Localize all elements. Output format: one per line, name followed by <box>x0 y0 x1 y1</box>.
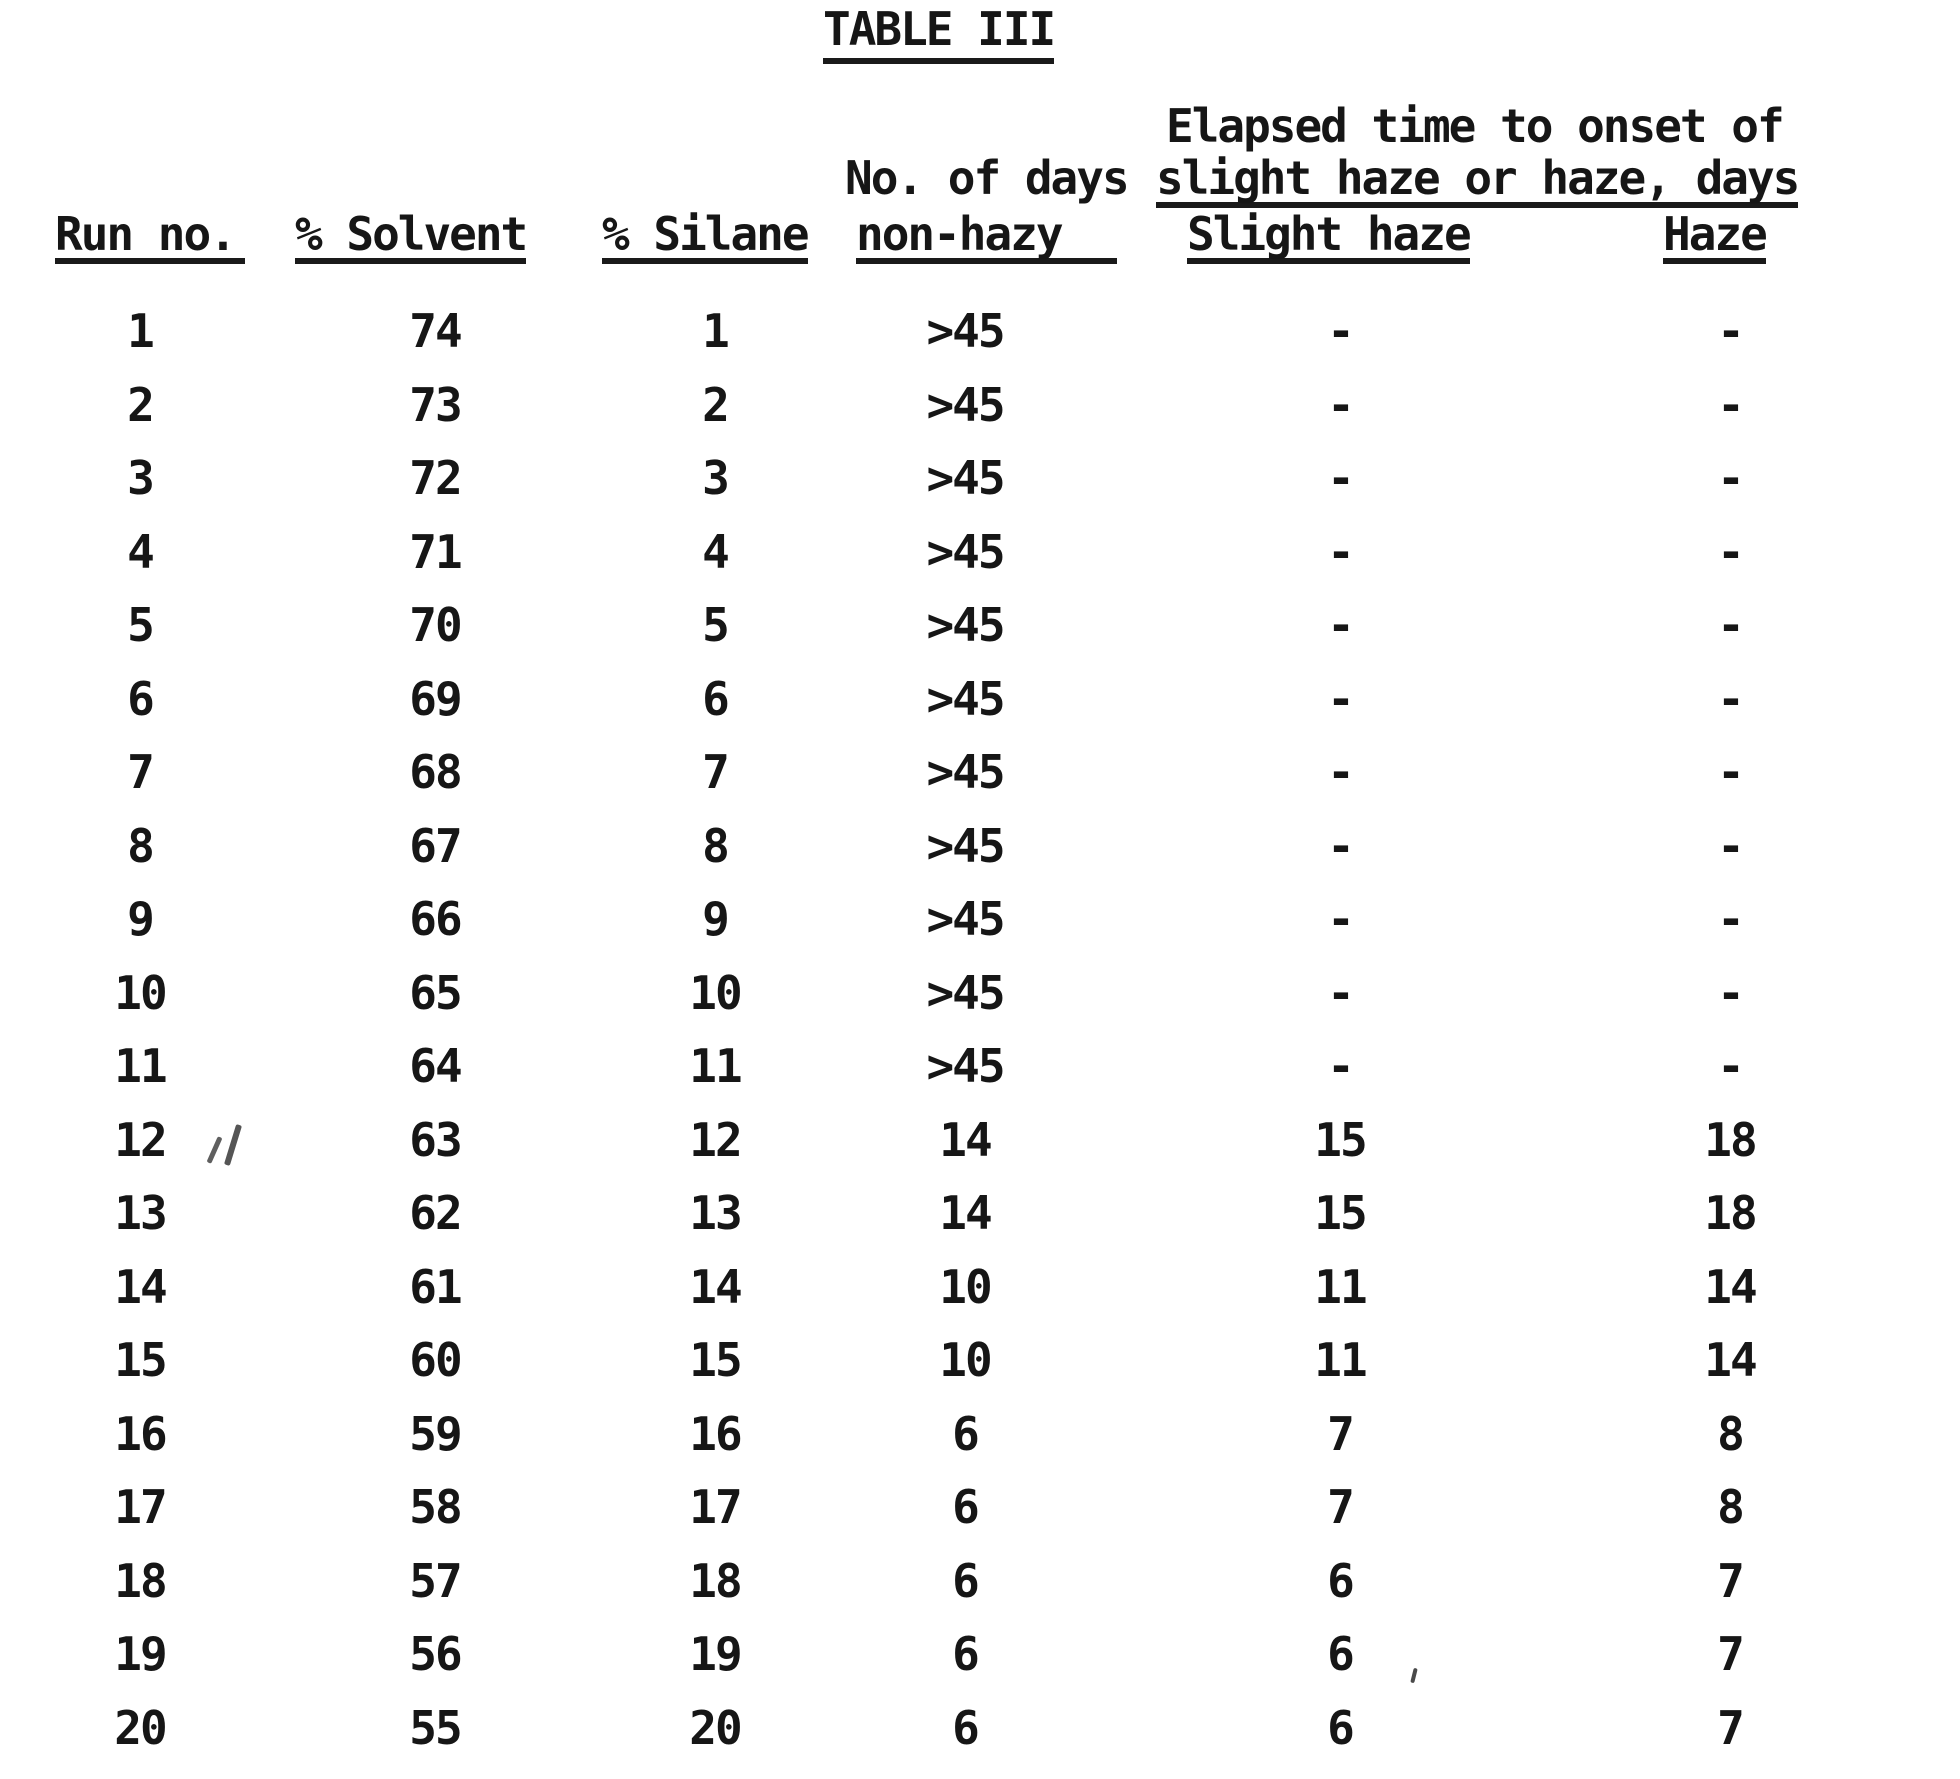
cell-solvent: 63 <box>409 1112 461 1167</box>
table-title: TABLE III <box>823 8 1054 64</box>
cell-solvent: 68 <box>409 745 461 799</box>
cell-haze: - <box>1717 524 1743 579</box>
table-row <box>40 663 1910 737</box>
cell-slight-haze: - <box>1327 451 1353 505</box>
cell-run-no: 20 <box>114 1700 166 1755</box>
cell-silane: 1 <box>702 304 728 358</box>
cell-slight-haze: - <box>1327 965 1353 1020</box>
cell-solvent: 58 <box>409 1480 461 1534</box>
cell-solvent: 57 <box>409 1553 461 1608</box>
table-row <box>40 736 1910 810</box>
table-row <box>40 516 1910 590</box>
cell-haze: - <box>1717 377 1743 432</box>
cell-silane: 14 <box>689 1259 741 1314</box>
cell-run-no: 9 <box>127 892 153 946</box>
cell-days-nonhazy: 6 <box>952 1553 978 1608</box>
cell-haze: 18 <box>1704 1112 1756 1167</box>
cell-days-nonhazy: 10 <box>939 1259 991 1314</box>
cell-days-nonhazy: >45 <box>926 671 1004 726</box>
cell-run-no: 10 <box>114 965 166 1020</box>
table-row <box>40 1398 1910 1472</box>
table-row <box>40 883 1910 957</box>
table-body <box>40 295 1910 1765</box>
table-row <box>40 810 1910 884</box>
cell-silane: 5 <box>702 598 728 652</box>
cell-days-nonhazy: >45 <box>926 598 1004 652</box>
cell-solvent: 71 <box>409 524 461 579</box>
table-row <box>40 295 1910 369</box>
cell-haze: 8 <box>1717 1480 1743 1534</box>
cell-haze: - <box>1717 892 1743 946</box>
cell-slight-haze: - <box>1327 1039 1353 1093</box>
col-header-days-line1: No. of days <box>845 151 1128 205</box>
table-row <box>40 589 1910 663</box>
cell-silane: 19 <box>689 1627 741 1681</box>
cell-solvent: 69 <box>409 671 461 726</box>
cell-days-nonhazy: >45 <box>926 377 1004 432</box>
group-header-line2: slight haze or haze, days <box>1156 160 1798 208</box>
cell-solvent: 64 <box>409 1039 461 1093</box>
cell-days-nonhazy: >45 <box>926 965 1004 1020</box>
cell-silane: 13 <box>689 1186 741 1240</box>
cell-run-no: 6 <box>127 671 153 726</box>
cell-run-no: 19 <box>114 1627 166 1681</box>
table-row <box>40 1545 1910 1619</box>
cell-days-nonhazy: 14 <box>939 1186 991 1240</box>
cell-solvent: 59 <box>409 1406 461 1461</box>
cell-silane: 12 <box>689 1112 741 1167</box>
table-row <box>40 1177 1910 1251</box>
cell-days-nonhazy: >45 <box>926 451 1004 505</box>
cell-haze: - <box>1717 818 1743 873</box>
col-header-run-no: Run no. <box>55 216 245 264</box>
cell-slight-haze: 6 <box>1327 1700 1353 1755</box>
cell-slight-haze: - <box>1327 377 1353 432</box>
table-row <box>40 1324 1910 1398</box>
cell-slight-haze: - <box>1327 818 1353 873</box>
table-row <box>40 1618 1910 1692</box>
cell-slight-haze: - <box>1327 598 1353 652</box>
cell-run-no: 12 <box>114 1112 166 1167</box>
cell-days-nonhazy: >45 <box>926 524 1004 579</box>
col-header-haze: Haze <box>1663 216 1766 264</box>
cell-solvent: 74 <box>409 304 461 358</box>
cell-slight-haze: - <box>1327 745 1353 799</box>
table-row <box>40 957 1910 1031</box>
cell-solvent: 61 <box>409 1259 461 1314</box>
cell-silane: 18 <box>689 1553 741 1608</box>
table-row <box>40 1251 1910 1325</box>
cell-solvent: 62 <box>409 1186 461 1240</box>
cell-days-nonhazy: 6 <box>952 1480 978 1534</box>
cell-haze: 14 <box>1704 1259 1756 1314</box>
cell-haze: 7 <box>1717 1700 1743 1755</box>
cell-run-no: 13 <box>114 1186 166 1240</box>
cell-silane: 20 <box>689 1700 741 1755</box>
cell-solvent: 60 <box>409 1333 461 1387</box>
cell-run-no: 8 <box>127 818 153 873</box>
cell-silane: 4 <box>702 524 728 579</box>
table-row <box>40 1471 1910 1545</box>
cell-solvent: 70 <box>409 598 461 652</box>
cell-run-no: 2 <box>127 377 153 432</box>
cell-haze: 8 <box>1717 1406 1743 1461</box>
cell-silane: 9 <box>702 892 728 946</box>
cell-slight-haze: 11 <box>1314 1259 1366 1314</box>
cell-days-nonhazy: >45 <box>926 818 1004 873</box>
cell-run-no: 16 <box>114 1406 166 1461</box>
cell-solvent: 56 <box>409 1627 461 1681</box>
table-row <box>40 1030 1910 1104</box>
cell-run-no: 4 <box>127 524 153 579</box>
cell-silane: 7 <box>702 745 728 799</box>
cell-days-nonhazy: 10 <box>939 1333 991 1387</box>
cell-silane: 10 <box>689 965 741 1020</box>
cell-slight-haze: 6 <box>1327 1553 1353 1608</box>
col-header-silane: % Silane <box>602 216 808 264</box>
cell-run-no: 15 <box>114 1333 166 1387</box>
cell-silane: 8 <box>702 818 728 873</box>
cell-run-no: 11 <box>114 1039 166 1093</box>
cell-silane: 3 <box>702 451 728 505</box>
cell-days-nonhazy: 6 <box>952 1627 978 1681</box>
cell-run-no: 17 <box>114 1480 166 1534</box>
table-row <box>40 369 1910 443</box>
cell-days-nonhazy: 6 <box>952 1700 978 1755</box>
table-row <box>40 1692 1910 1766</box>
cell-haze: - <box>1717 671 1743 726</box>
cell-days-nonhazy: >45 <box>926 892 1004 946</box>
cell-silane: 11 <box>689 1039 741 1093</box>
cell-slight-haze: - <box>1327 304 1353 358</box>
cell-haze: 14 <box>1704 1333 1756 1387</box>
cell-haze: 7 <box>1717 1627 1743 1681</box>
cell-days-nonhazy: >45 <box>926 1039 1004 1093</box>
cell-solvent: 55 <box>409 1700 461 1755</box>
cell-slight-haze: 15 <box>1314 1186 1366 1240</box>
cell-haze: - <box>1717 451 1743 505</box>
cell-haze: 18 <box>1704 1186 1756 1240</box>
cell-slight-haze: 6 <box>1327 1627 1353 1681</box>
cell-haze: 7 <box>1717 1553 1743 1608</box>
cell-haze: - <box>1717 745 1743 799</box>
cell-run-no: 1 <box>127 304 153 358</box>
cell-days-nonhazy: >45 <box>926 304 1004 358</box>
col-header-days-line2: non-hazy <box>856 216 1117 264</box>
cell-slight-haze: - <box>1327 524 1353 579</box>
cell-haze: - <box>1717 1039 1743 1093</box>
cell-days-nonhazy: >45 <box>926 745 1004 799</box>
cell-silane: 6 <box>702 671 728 726</box>
cell-run-no: 14 <box>114 1259 166 1314</box>
cell-silane: 16 <box>689 1406 741 1461</box>
cell-haze: - <box>1717 598 1743 652</box>
cell-solvent: 67 <box>409 818 461 873</box>
cell-run-no: 3 <box>127 451 153 505</box>
cell-slight-haze: 7 <box>1327 1406 1353 1461</box>
cell-slight-haze: - <box>1327 671 1353 726</box>
cell-haze: - <box>1717 965 1743 1020</box>
cell-solvent: 66 <box>409 892 461 946</box>
table-row <box>40 442 1910 516</box>
col-header-slight-haze: Slight haze <box>1187 216 1470 264</box>
cell-run-no: 7 <box>127 745 153 799</box>
cell-silane: 17 <box>689 1480 741 1534</box>
cell-days-nonhazy: 14 <box>939 1112 991 1167</box>
cell-solvent: 65 <box>409 965 461 1020</box>
cell-solvent: 72 <box>409 451 461 505</box>
cell-slight-haze: 11 <box>1314 1333 1366 1387</box>
cell-run-no: 5 <box>127 598 153 652</box>
col-header-solvent: % Solvent <box>295 216 526 264</box>
cell-run-no: 18 <box>114 1553 166 1608</box>
cell-days-nonhazy: 6 <box>952 1406 978 1461</box>
cell-haze: - <box>1717 304 1743 358</box>
cell-slight-haze: 7 <box>1327 1480 1353 1534</box>
cell-silane: 15 <box>689 1333 741 1387</box>
cell-silane: 2 <box>702 377 728 432</box>
table-row <box>40 1104 1910 1178</box>
cell-slight-haze: 15 <box>1314 1112 1366 1167</box>
group-header-line1: Elapsed time to onset of <box>1166 99 1783 153</box>
cell-slight-haze: - <box>1327 892 1353 946</box>
cell-solvent: 73 <box>409 377 461 432</box>
